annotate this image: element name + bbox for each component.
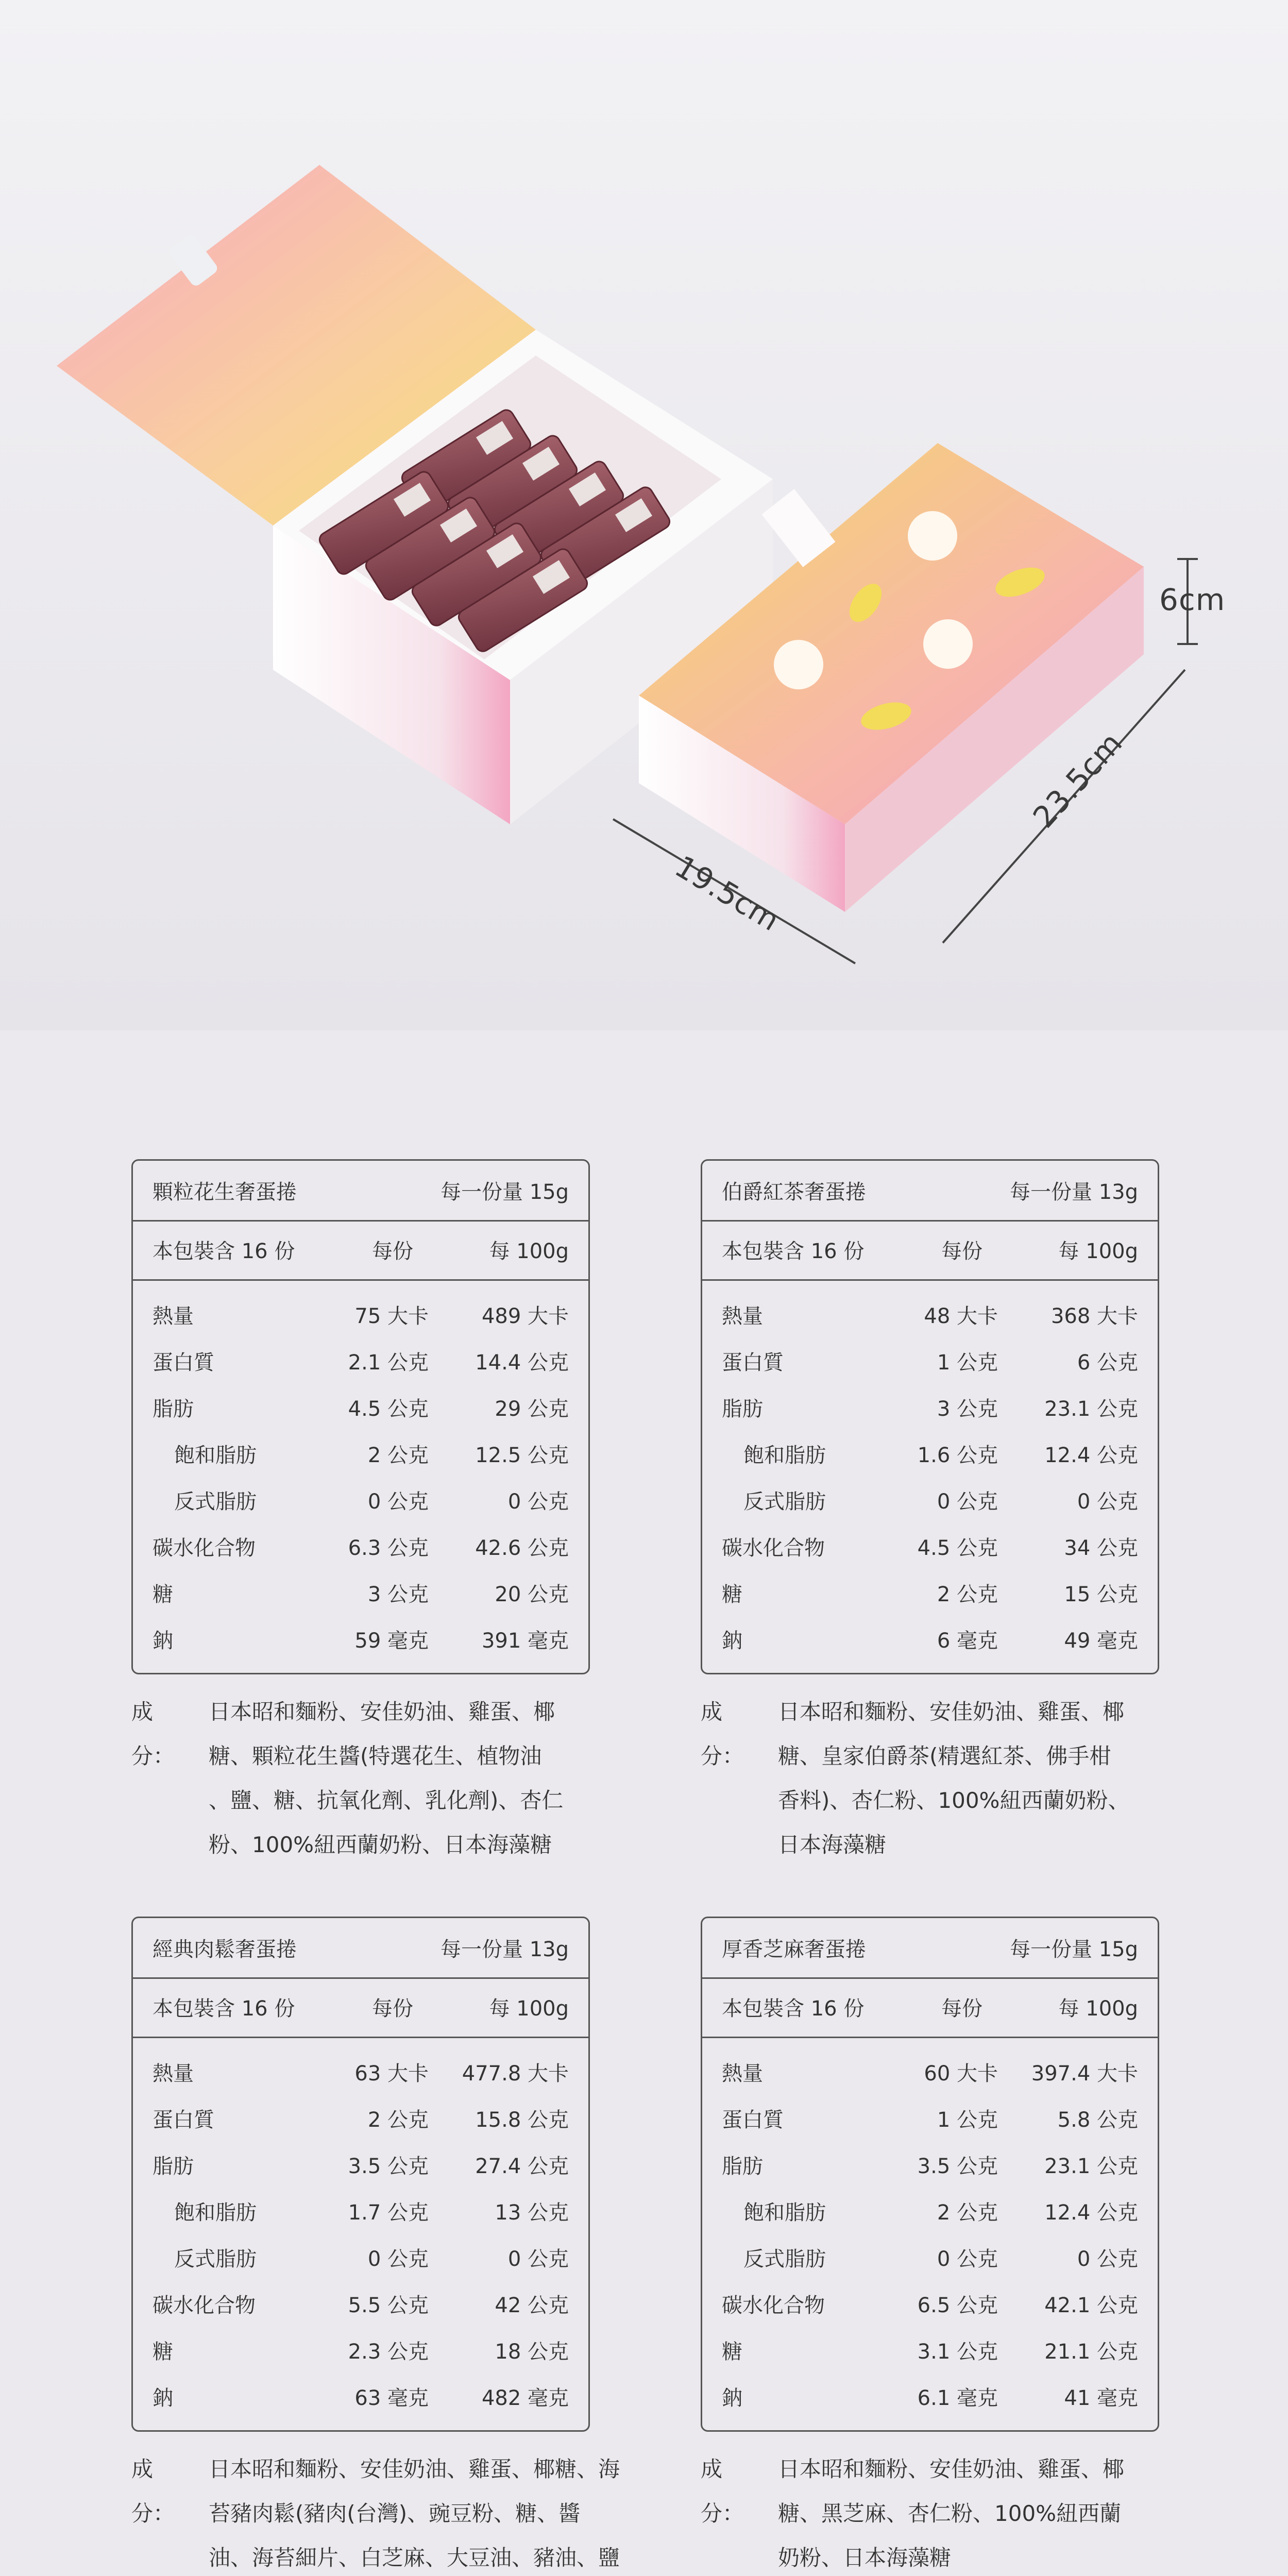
nutrient-name: 熱量 [722, 2062, 763, 2086]
nutrient-name: 碳水化合物 [152, 1536, 256, 1560]
per-100g-value: 15.8 公克 [475, 2108, 569, 2132]
product-name: 經典肉鬆奢蛋捲 [152, 1938, 297, 1961]
pack-count: 本包裝含 16 份 [152, 1240, 295, 1263]
product-name: 顆粒花生奢蛋捲 [152, 1180, 297, 1204]
per-100g-value: 482 毫克 [481, 2386, 569, 2410]
per-serving-value: 2.3 公克 [348, 2340, 429, 2364]
per-100g-value: 0 公克 [507, 1490, 569, 1514]
ingredients-text: 日本昭和麵粉、安佳奶油、雞蛋、椰 糖、顆粒花生醬(特選花生、植物油 、鹽、糖、抗氧化劑、乳化劑)、杏仁 粉、100%紐西蘭奶粉、日本海藻糖 [209, 1699, 564, 1857]
table-row [133, 2378, 588, 2424]
per-100g-value: 0 公克 [1077, 1490, 1138, 1514]
per-100g-value: 41 毫克 [1064, 2386, 1138, 2410]
per-serving-header: 每份 [372, 1240, 413, 1263]
table-header [133, 1918, 588, 1979]
depth-dimension-label: 19.5cm [669, 849, 786, 938]
table-row [702, 2192, 1158, 2239]
per-serving-value: 0 公克 [367, 1490, 429, 1514]
nutrient-name: 脂肪 [722, 1397, 763, 1421]
per-100g-header: 每 100g [1058, 1997, 1138, 2021]
per-serving-value: 2 公克 [367, 1444, 429, 1467]
per-100g-value: 12.4 公克 [1044, 1444, 1138, 1467]
table-row [702, 1388, 1158, 1435]
table-row [702, 2378, 1158, 2424]
table-row [702, 2239, 1158, 2285]
table-row [702, 1574, 1158, 1620]
gift-box-illustration [0, 0, 1288, 1030]
per-serving-value: 3.5 公克 [348, 2155, 429, 2178]
height-dimension-label: 6cm [1159, 582, 1226, 617]
pack-count: 本包裝含 16 份 [722, 1240, 865, 1263]
per-100g-value: 29 公克 [495, 1397, 569, 1421]
nutrient-name: 鈉 [722, 1629, 742, 1653]
table-row [133, 2192, 588, 2239]
table-row [702, 2099, 1158, 2146]
serving-size: 每一份量 13g [1009, 1180, 1138, 1204]
per-100g-value: 27.4 公克 [475, 2155, 569, 2178]
table-row [133, 1481, 588, 1528]
nutrient-name: 糖 [152, 2340, 173, 2364]
table-row [702, 1296, 1158, 1342]
table-row [702, 1528, 1158, 1574]
per-100g-value: 34 公克 [1064, 1536, 1138, 1560]
nutrient-name: 飽和脂肪 [174, 1444, 257, 1467]
product-photo [0, 0, 1288, 1030]
per-100g-value: 21.1 公克 [1044, 2340, 1138, 2364]
per-100g-value: 12.5 公克 [475, 1444, 569, 1467]
per-100g-value: 391 毫克 [481, 1629, 569, 1653]
table-row [133, 2285, 588, 2331]
table-header [702, 1161, 1158, 1222]
per-serving-value: 1 公克 [937, 2108, 998, 2132]
per-serving-value: 4.5 公克 [348, 1397, 429, 1421]
per-100g-value: 42.1 公克 [1044, 2294, 1138, 2317]
per-serving-value: 59 毫克 [354, 1629, 429, 1653]
per-100g-value: 0 公克 [1077, 2247, 1138, 2271]
nutrient-name: 脂肪 [152, 2155, 194, 2178]
per-serving-value: 6.1 毫克 [917, 2386, 998, 2410]
table-row [133, 1388, 588, 1435]
nutrient-name: 飽和脂肪 [743, 2201, 826, 2225]
per-100g-value: 0 公克 [507, 2247, 569, 2271]
per-serving-header: 每份 [372, 1997, 413, 2021]
per-100g-header: 每 100g [1058, 1240, 1138, 1263]
nutrient-name: 碳水化合物 [722, 1536, 825, 1560]
table-header [133, 1161, 588, 1222]
ingredients-label: 成分： [131, 2456, 175, 2526]
per-serving-value: 3.1 公克 [917, 2340, 998, 2364]
per-serving-value: 5.5 公克 [348, 2294, 429, 2317]
product-name: 厚香芝麻奢蛋捲 [722, 1938, 866, 1961]
nutrient-name: 糖 [722, 1583, 742, 1606]
per-100g-value: 14.4 公克 [475, 1351, 569, 1375]
per-100g-header: 每 100g [489, 1997, 569, 2021]
table-row [133, 2146, 588, 2192]
table-row [133, 1296, 588, 1342]
table-row [702, 2146, 1158, 2192]
per-serving-value: 63 毫克 [354, 2386, 429, 2410]
nutrient-name: 脂肪 [722, 2155, 763, 2178]
per-serving-value: 2 公克 [367, 2108, 429, 2132]
serving-size: 每一份量 15g [440, 1180, 569, 1204]
nutrient-name: 飽和脂肪 [174, 2201, 257, 2225]
nutrient-name: 熱量 [152, 2062, 194, 2086]
table-row [702, 1620, 1158, 1667]
nutrient-name: 飽和脂肪 [743, 1444, 826, 1467]
per-100g-value: 477.8 大卡 [462, 2062, 569, 2086]
table-row [133, 2053, 588, 2099]
table-subheader [133, 1220, 588, 1281]
table-row [133, 1574, 588, 1620]
table-row [133, 2099, 588, 2146]
nutrient-name: 反式脂肪 [743, 1490, 826, 1514]
per-serving-value: 0 公克 [937, 1490, 998, 1514]
nutrient-name: 熱量 [722, 1304, 763, 1328]
nutrition-table [131, 1159, 590, 1674]
table-row [702, 2285, 1158, 2331]
per-serving-value: 2 公克 [937, 2201, 998, 2225]
ingredients-text: 日本昭和麵粉、安佳奶油、雞蛋、椰糖、海 苔豬肉鬆(豬肉(台灣)、豌豆粉、糖、醬 油、海苔細片、白芝麻、大豆油、豬油、鹽 [209, 2456, 620, 2570]
per-serving-value: 1.7 公克 [348, 2201, 429, 2225]
nutrient-name: 反式脂肪 [174, 2247, 257, 2271]
per-100g-value: 13 公克 [495, 2201, 569, 2225]
nutrient-name: 熱量 [152, 1304, 194, 1328]
per-serving-value: 4.5 公克 [917, 1536, 998, 1560]
ingredients-label: 成分： [701, 2456, 744, 2526]
nutrient-name: 蛋白質 [722, 2108, 784, 2132]
table-row [702, 1342, 1158, 1388]
table-row [133, 1528, 588, 1574]
per-serving-value: 3 公克 [367, 1583, 429, 1606]
table-row [702, 2053, 1158, 2099]
per-100g-value: 49 毫克 [1064, 1629, 1138, 1653]
per-serving-value: 60 大卡 [924, 2062, 998, 2086]
per-100g-value: 20 公克 [495, 1583, 569, 1606]
nutrient-name: 蛋白質 [722, 1351, 784, 1375]
per-serving-value: 1 公克 [937, 1351, 998, 1375]
nutrient-name: 糖 [722, 2340, 742, 2364]
ingredients-label: 成分： [701, 1699, 744, 1769]
per-serving-value: 48 大卡 [924, 1304, 998, 1328]
table-row [133, 1620, 588, 1667]
per-100g-value: 23.1 公克 [1044, 2155, 1138, 2178]
ingredients-text: 日本昭和麵粉、安佳奶油、雞蛋、椰 糖、皇家伯爵茶(精選紅茶、佛手柑 香料)、杏仁粉、100%紐西蘭奶粉、 日本海藻糖 [778, 1699, 1130, 1857]
serving-size: 每一份量 13g [440, 1938, 569, 1961]
table-subheader [702, 1977, 1158, 2038]
product-name: 伯爵紅茶奢蛋捲 [722, 1180, 866, 1204]
nutrient-name: 鈉 [152, 2386, 173, 2410]
table-header [702, 1918, 1158, 1979]
per-100g-value: 42 公克 [495, 2294, 569, 2317]
ingredients-label: 成分： [131, 1699, 175, 1769]
per-100g-value: 368 大卡 [1050, 1304, 1138, 1328]
nutrient-name: 碳水化合物 [722, 2294, 825, 2317]
nutrient-name: 糖 [152, 1583, 173, 1606]
nutrient-name: 反式脂肪 [743, 2247, 826, 2271]
per-serving-value: 75 大卡 [354, 1304, 429, 1328]
table-row [133, 1435, 588, 1481]
table-row [133, 1342, 588, 1388]
per-serving-value: 1.6 公克 [917, 1444, 998, 1467]
table-row [702, 2331, 1158, 2378]
per-serving-value: 2 公克 [937, 1583, 998, 1606]
nutrition-table [701, 1159, 1159, 1674]
nutrient-name: 蛋白質 [152, 1351, 214, 1375]
per-serving-value: 3.5 公克 [917, 2155, 998, 2178]
table-row [133, 2331, 588, 2378]
per-100g-value: 6 公克 [1077, 1351, 1138, 1375]
table-subheader [702, 1220, 1158, 1281]
table-row [702, 1481, 1158, 1528]
per-100g-value: 489 大卡 [481, 1304, 569, 1328]
nutrient-name: 碳水化合物 [152, 2294, 256, 2317]
per-serving-header: 每份 [941, 1240, 982, 1263]
per-serving-value: 6.3 公克 [348, 1536, 429, 1560]
per-100g-value: 5.8 公克 [1057, 2108, 1138, 2132]
per-100g-value: 12.4 公克 [1044, 2201, 1138, 2225]
nutrition-table [131, 1917, 590, 2432]
pack-count: 本包裝含 16 份 [152, 1997, 295, 2021]
per-100g-value: 42.6 公克 [475, 1536, 569, 1560]
per-serving-value: 6.5 公克 [917, 2294, 998, 2317]
nutrient-name: 鈉 [722, 2386, 742, 2410]
per-100g-value: 15 公克 [1064, 1583, 1138, 1606]
per-serving-value: 2.1 公克 [348, 1351, 429, 1375]
width-dimension-label: 23.5cm [1026, 725, 1129, 835]
nutrient-name: 鈉 [152, 1629, 173, 1653]
nutrient-name: 脂肪 [152, 1397, 194, 1421]
per-serving-value: 0 公克 [367, 2247, 429, 2271]
per-serving-header: 每份 [941, 1997, 982, 2021]
table-row [133, 2239, 588, 2285]
nutrient-name: 蛋白質 [152, 2108, 214, 2132]
per-100g-value: 23.1 公克 [1044, 1397, 1138, 1421]
ingredients-text: 日本昭和麵粉、安佳奶油、雞蛋、椰 糖、黑芝麻、杏仁粉、100%紐西蘭 奶粉、日本海藻糖 [778, 2456, 1125, 2570]
table-row [702, 1435, 1158, 1481]
per-serving-value: 3 公克 [937, 1397, 998, 1421]
per-100g-header: 每 100g [489, 1240, 569, 1263]
per-serving-value: 6 毫克 [937, 1629, 998, 1653]
per-100g-value: 397.4 大卡 [1031, 2062, 1138, 2086]
per-serving-value: 63 大卡 [354, 2062, 429, 2086]
serving-size: 每一份量 15g [1009, 1938, 1138, 1961]
pack-count: 本包裝含 16 份 [722, 1997, 865, 2021]
nutrient-name: 反式脂肪 [174, 1490, 257, 1514]
per-100g-value: 18 公克 [495, 2340, 569, 2364]
per-serving-value: 0 公克 [937, 2247, 998, 2271]
nutrition-table [701, 1917, 1159, 2432]
table-subheader [133, 1977, 588, 2038]
